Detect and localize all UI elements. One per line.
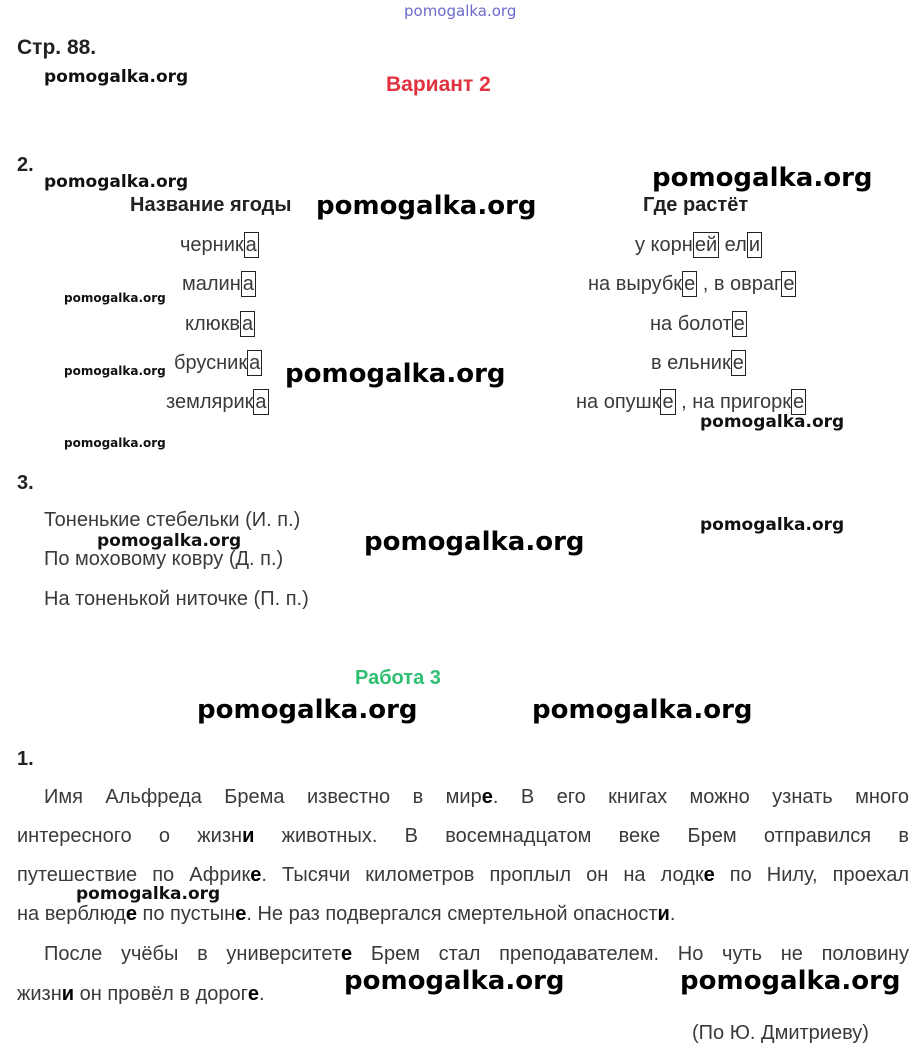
- watermark: pomogalka.org: [532, 695, 753, 725]
- column-header-place: Где растёт: [643, 194, 749, 216]
- task-2-number: 2.: [17, 154, 34, 176]
- text-line: Имя Альфреда Брема известно в мире. В его книгах можно узнать много: [44, 786, 909, 808]
- ending-box: а: [249, 352, 261, 374]
- watermark: pomogalka.org: [285, 359, 506, 389]
- watermark: pomogalka.org: [700, 412, 845, 432]
- ending-box: а: [245, 234, 257, 256]
- page-header: Стр. 88.: [17, 36, 97, 59]
- text-line: интересного о жизни животных. В восемнадцатом веке Брем отправился в: [17, 825, 909, 847]
- watermark: pomogalka.org: [364, 527, 585, 557]
- watermark: pomogalka.org: [44, 172, 189, 192]
- phrase-line: По моховому ковру (Д. п.): [44, 548, 284, 570]
- place-item: на вырубк е , в овраг е: [588, 273, 795, 295]
- watermark: pomogalka.org: [700, 515, 845, 535]
- watermark: pomogalka.org: [76, 884, 221, 904]
- ending-box: е: [662, 391, 674, 413]
- text-line: После учёбы в университете Брем стал преподавателем. Но чуть не половину: [44, 943, 909, 965]
- ending-box: е: [792, 391, 805, 413]
- place-item: на болот е: [650, 313, 745, 335]
- place-item: в ельник е: [651, 352, 744, 374]
- watermark: pomogalka.org: [64, 291, 166, 305]
- text-line: путешествие по Африке. Тысячи километров проплыл он на лодке по Нилу, проехал: [17, 864, 909, 886]
- berry-item: землярик а: [166, 391, 267, 413]
- berry-item: черник а: [180, 234, 257, 256]
- phrase-line: Тоненькие стебельки (И. п.): [44, 509, 301, 531]
- ending-box: е: [733, 313, 745, 335]
- ending-box: а: [242, 313, 254, 335]
- top-watermark: pomogalka.org: [404, 2, 517, 20]
- watermark: pomogalka.org: [97, 531, 242, 551]
- ending-box: ей: [694, 234, 718, 256]
- ending-box: и: [748, 234, 760, 256]
- place-item: на опушк е , на пригорк е: [576, 391, 805, 413]
- watermark: pomogalka.org: [652, 163, 873, 193]
- watermark: pomogalka.org: [64, 436, 166, 450]
- task-1-number: 1.: [17, 748, 34, 770]
- watermark: pomogalka.org: [197, 695, 418, 725]
- berry-item: малин а: [182, 273, 254, 295]
- berry-item: брусник а: [174, 352, 261, 374]
- watermark: pomogalka.org: [680, 966, 901, 996]
- ending-box: е: [684, 273, 696, 295]
- place-item: у корн ей ел и: [635, 234, 760, 256]
- text-line: на верблюде по пустыне. Не раз подвергался смертельной опасности.: [17, 903, 676, 925]
- phrase-line: На тоненькой ниточке (П. п.): [44, 588, 309, 610]
- watermark: pomogalka.org: [344, 966, 565, 996]
- source-attribution: (По Ю. Дмитриеву): [692, 1022, 869, 1044]
- watermark: pomogalka.org: [64, 364, 166, 378]
- variant-title: Вариант 2: [386, 73, 491, 96]
- text-line: жизни он провёл в дороге.: [17, 983, 265, 1005]
- ending-box: е: [732, 352, 744, 374]
- ending-box: а: [255, 391, 267, 413]
- task-3-number: 3.: [17, 472, 34, 494]
- watermark: pomogalka.org: [44, 67, 189, 87]
- berry-item: клюкв а: [185, 313, 254, 335]
- ending-box: е: [783, 273, 795, 295]
- work-title: Работа 3: [355, 667, 441, 689]
- ending-box: а: [242, 273, 254, 295]
- column-header-berry: Название ягоды: [130, 194, 292, 216]
- watermark: pomogalka.org: [316, 191, 537, 221]
